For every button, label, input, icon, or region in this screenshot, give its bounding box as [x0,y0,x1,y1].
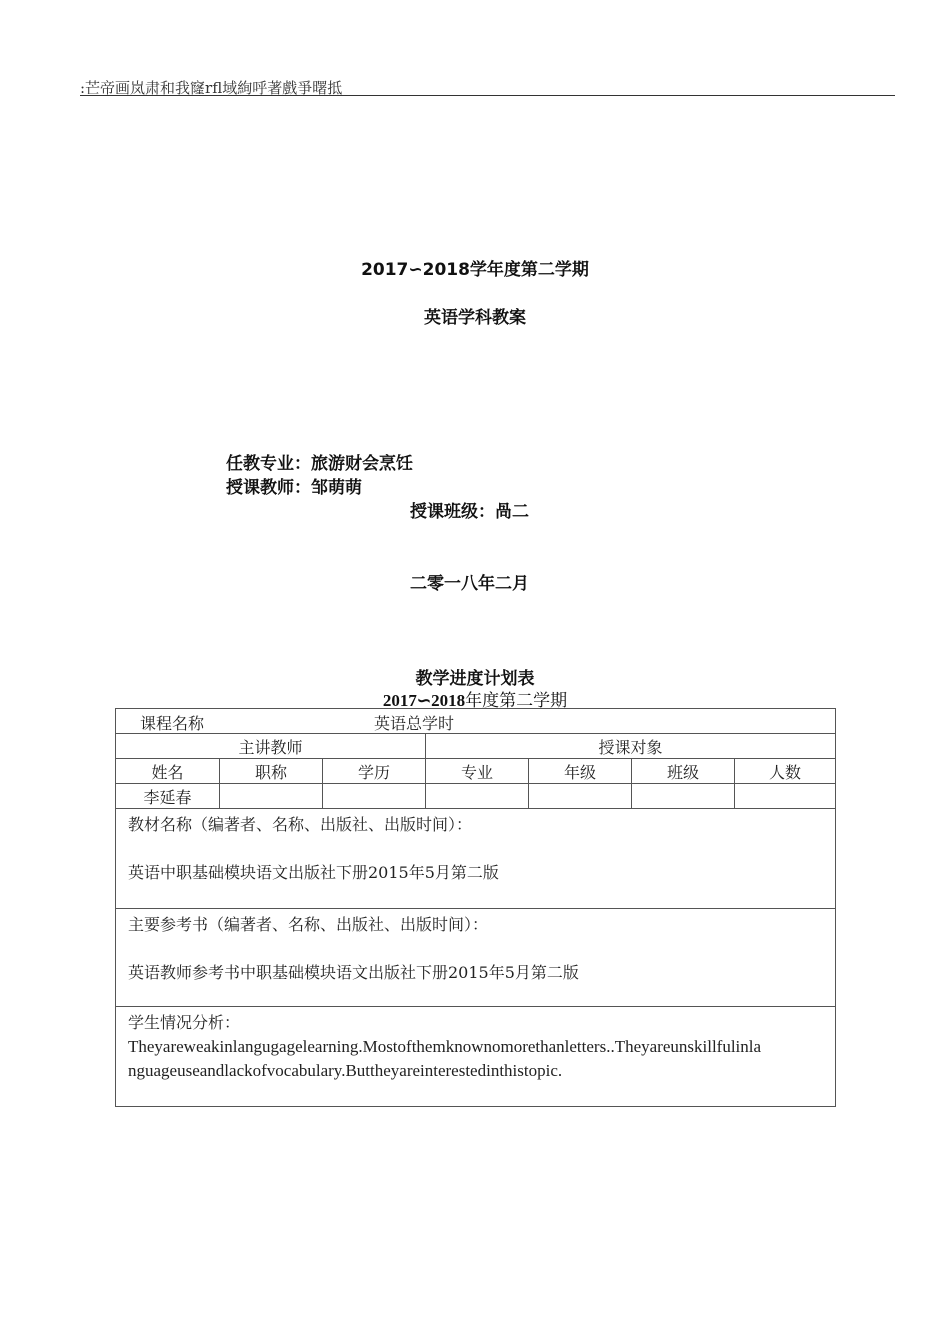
textbook-value: 英语中职基础模块语文出版社下册2015年5月第二版 [128,863,499,882]
header-count: 人数 [735,759,836,784]
analysis-line-1: Theyareweakinlangugagelearning.Mostofthemknownomorethanletters..Theyareunskillfulinla [128,1037,762,1056]
lecturer-header: 主讲教师 [116,734,426,759]
audience-header: 授课对象 [426,734,836,759]
cell-major [426,784,529,809]
plan-title: 教学进度计划表 [415,669,535,689]
header-rule [80,95,895,96]
plan-subtitle-year: 2017∽2018 [382,691,466,710]
teacher-label: 授课教师： [226,478,311,498]
analysis-label: 学生情况分析： [128,1013,241,1032]
cover-date: 二零一八年二月 [410,574,529,594]
header-grade: 年级 [529,759,632,784]
major-line [226,449,413,474]
group-header-row [116,734,836,759]
reference-value: 英语教师参考书中职基础模块语文出版社下册2015年5月第二版 [128,963,579,982]
class-label: 授课班级： [410,502,495,522]
cell-count [735,784,836,809]
header-class: 班级 [632,759,735,784]
course-label: 课程名称 [140,714,205,733]
analysis-cell [116,1007,836,1107]
reference-cell [116,909,836,1007]
textbook-label: 教材名称（编著者、名称、出版社、出版时间）： [128,815,473,834]
cell-title [220,784,323,809]
course-row [116,709,836,734]
table-row [116,784,836,809]
teacher-line [226,473,362,498]
cover-subject: 英语学科教案 [424,308,526,328]
cell-name: 李延春 [116,784,220,809]
textbook-cell [116,809,836,909]
header-major: 专业 [426,759,529,784]
page-header: :芒帝画岚肃和我窿rfl域絢呼著戲爭曙抵 [80,79,343,97]
teacher-value: 邹萌萌 [311,478,362,498]
cell-grade [529,784,632,809]
textbook-row [116,809,836,909]
class-line [410,497,529,522]
header-title: 职称 [220,759,323,784]
schedule-table [115,708,836,1107]
major-value: 旅游财会烹饪 [311,454,413,474]
analysis-line-2: nguageuseandlackofvocabulary.Buttheyareinterestedinthistopic. [128,1061,563,1080]
header-name: 姓名 [116,759,220,784]
cover-term: 2017∽2018学年度第二学期 [361,260,589,280]
major-label: 任教专业： [226,454,311,474]
cell-class [632,784,735,809]
course-cell [116,709,836,734]
analysis-row [116,1007,836,1107]
reference-row [116,909,836,1007]
plan-subtitle-term: 年度第二学期 [465,691,568,711]
header-education: 学历 [323,759,426,784]
reference-label: 主要参考书（编著者、名称、出版社、出版时间）： [128,915,489,934]
column-header-row [116,759,836,784]
course-value: 英语总学时 [374,714,455,733]
class-value: 咼二 [495,502,529,522]
cell-education [323,784,426,809]
